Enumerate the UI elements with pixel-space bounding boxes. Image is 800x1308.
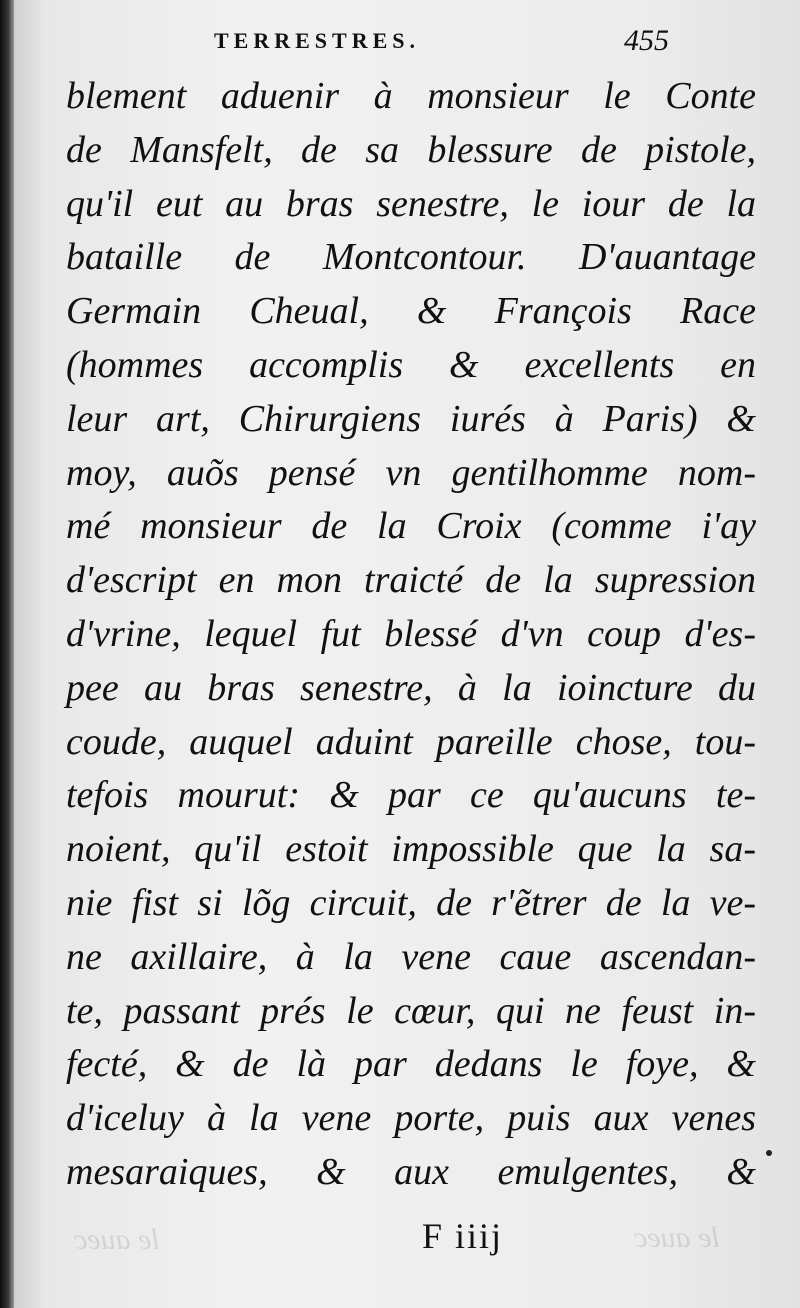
text-line: mesaraiques, & aux emulgentes, & [66,1150,756,1193]
page-header [14,22,800,62]
text-line: nie fist si lõg circuit, de r'ẽtrer de la ve- [66,881,756,924]
show-through-text: le auec [74,1223,160,1256]
body-text [66,70,756,1200]
text-line: Germain Cheual, & François Race [66,290,756,333]
text-line: pee au bras senestre, à la ioincture du [66,666,756,709]
text-line: leur art, Chirurgiens iurés à Paris) & [66,397,756,440]
text-line: d'escript en mon traicté de la supression [66,559,756,602]
text-line: moy, auõs pensé vn gentilhomme nom- [66,451,756,494]
text-line: fecté, & de là par dedans le foye, & [66,1043,756,1086]
text-line: mé monsieur de la Croix (comme i'ay [66,505,756,548]
ink-speck [766,1150,772,1156]
page-footer [14,1215,800,1275]
show-through-text: le auec [634,1221,720,1254]
text-line: tefois mourut: & par ce qu'aucuns te- [66,774,756,817]
text-line: ne axillaire, à la vene caue ascendan- [66,935,756,978]
book-gutter-shadow [0,0,14,1308]
signature-mark: F iiij [422,1216,504,1256]
text-line: blement aduenir à monsieur le Conte [66,75,756,117]
book-page [14,0,800,1308]
page-number: 455 [624,24,669,57]
text-line: d'iceluy à la vene porte, puis aux venes [66,1097,756,1140]
text-line: (hommes accomplis & excellents en [66,343,756,386]
text-line: noient, qu'il estoit impossible que la sa- [66,828,756,871]
text-line: de Mansfelt, de sa blessure de pistole, [66,128,756,171]
text-line: qu'il eut au bras senestre, le iour de la [66,182,756,225]
text-line: te, passant prés le cœur, qui ne feust in- [66,989,756,1032]
text-line: bataille de Montcontour. D'auantage [66,236,756,279]
text-line: d'vrine, lequel fut blessé d'vn coup d'es- [66,612,756,655]
running-head: TERRESTRES. [214,28,421,53]
text-line: coude, auquel aduint pareille chose, tou- [66,720,756,763]
